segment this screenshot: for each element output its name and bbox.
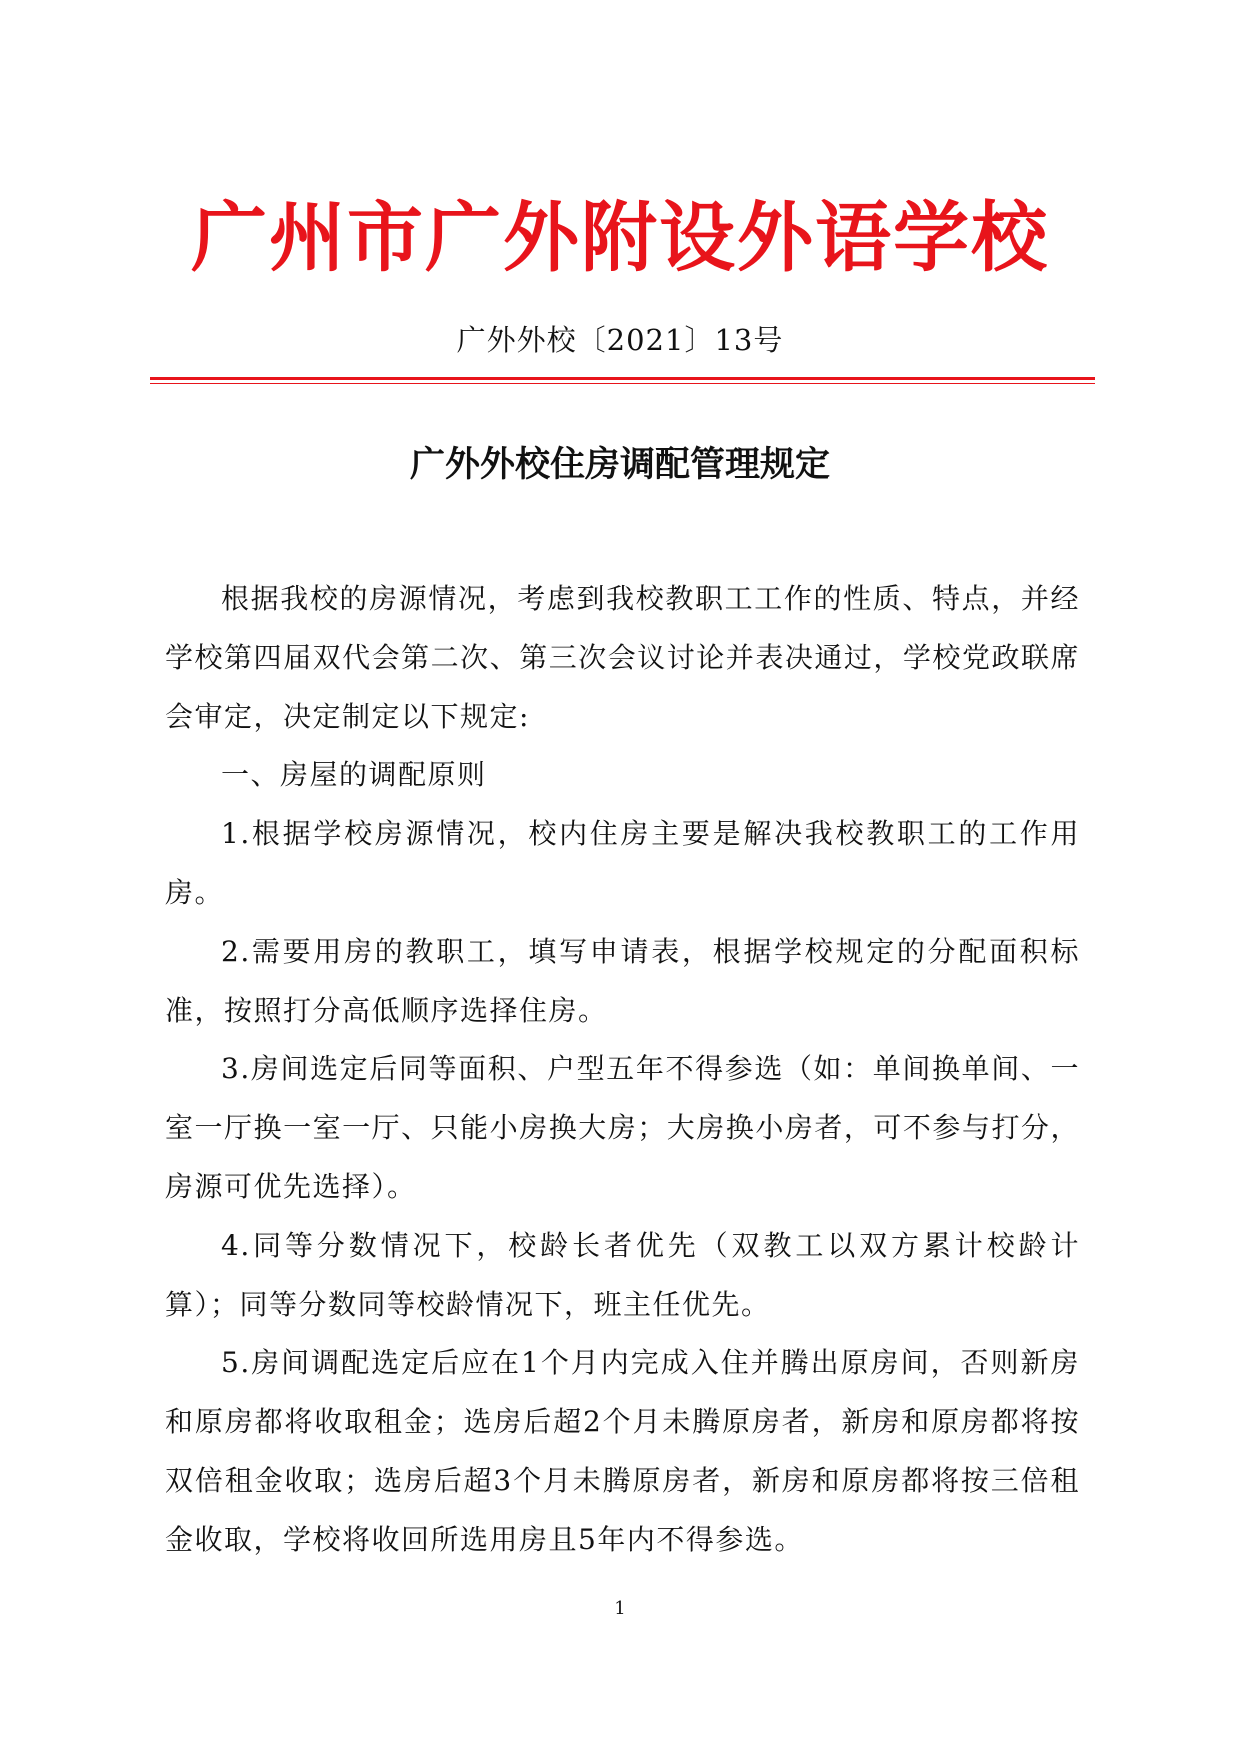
header-divider-thin — [150, 383, 1095, 384]
header-divider-thick — [150, 377, 1095, 380]
body-paragraph-item-2: 2.需要用房的教职工，填写申请表，根据学校规定的分配面积标准，按照打分高低顺序选择住房。 — [165, 934, 1080, 1027]
body-paragraph-intro: 根据我校的房源情况，考虑到我校教职工工作的性质、特点，并经学校第四届双代会第二次、第三次会议讨论并表决通过，学校党政联席会审定，决定制定以下规定: — [165, 582, 1080, 733]
body-paragraph-item-3: 3.房间选定后同等面积、户型五年不得参选（如：单间换单间、一室一厅换一室一厅、只能小房换大房；大房换小房者，可不参与打分，房源可优先选择）。 — [165, 1052, 1080, 1203]
body-paragraph-item-1: 1.根据学校房源情况，校内住房主要是解决我校教职工的工作用房。 — [165, 817, 1080, 909]
masthead-title: 广州市广外附设外语学校 — [191, 193, 1049, 282]
document-number: 广外外校〔2021〕13号 — [456, 323, 784, 357]
document-title: 广外外校住房调配管理规定 — [409, 444, 830, 485]
section-heading-1: 一、房屋的调配原则 — [221, 758, 487, 792]
body-paragraph-item-5: 5.房间调配选定后应在1个月内完成入住并腾出原房间，否则新房和原房都将收取租金；选房后超2个月未腾原房者，新房和原房都将按双倍租金收取；选房后超3个月未腾原房者，新房和原房都将按三倍租金收取，学校将收回所选用房且5年内不得参选。 — [165, 1346, 1080, 1556]
body-paragraph-item-4: 4.同等分数情况下，校龄长者优先（双教工以双方累计校龄计算）；同等分数同等校龄情况下，班主任优先。 — [165, 1228, 1080, 1321]
page-number: 1 — [614, 1598, 626, 1619]
document-body — [165, 570, 1080, 1570]
